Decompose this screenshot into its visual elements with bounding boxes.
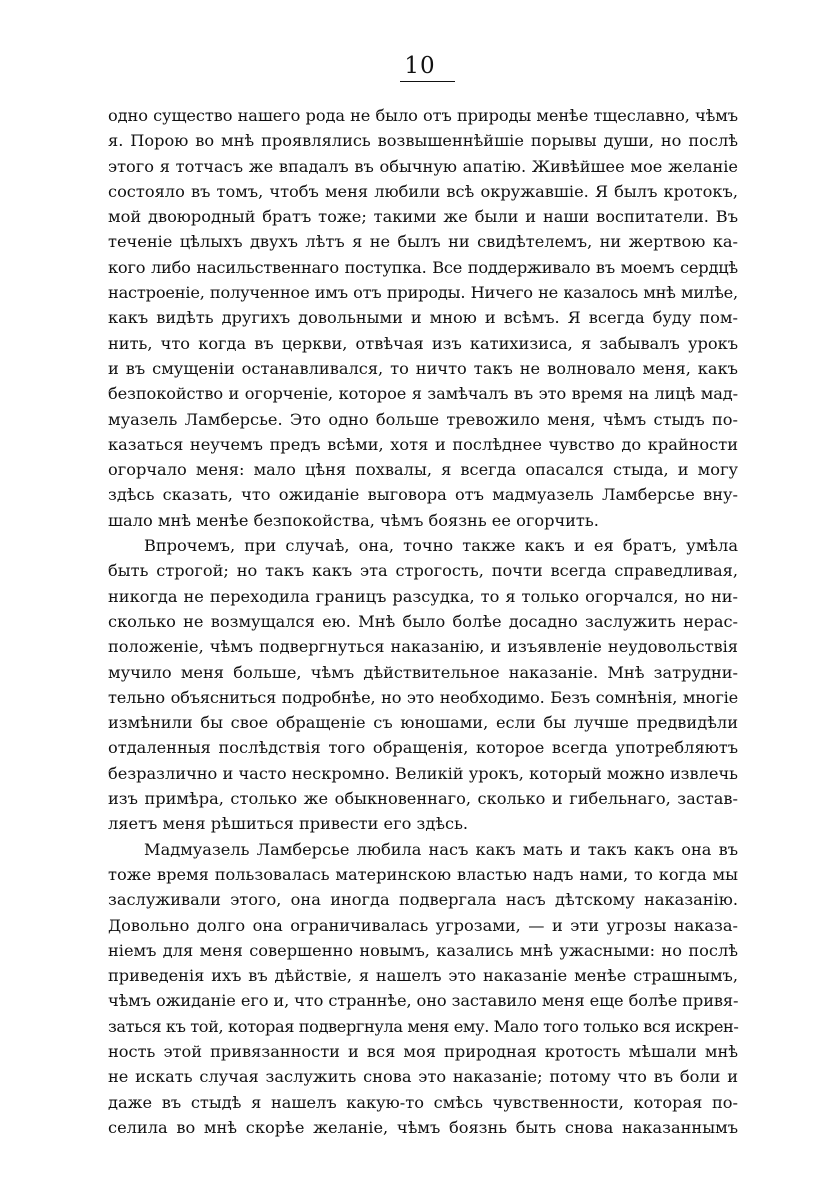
text-line: тоже время пользовалась материнскою властью надъ нами, то когда мы xyxy=(108,864,738,884)
text-line: даже въ стыдѣ я нашелъ какую-то смѣсь чувственности, которая по- xyxy=(108,1092,738,1112)
text-line: настроеніе, полученное имъ отъ природы. Ничего не казалось мнѣ милѣе, xyxy=(108,283,738,303)
text-line: быть строгой; но такъ какъ эта строгость, почти всегда справедливая, xyxy=(108,561,738,581)
paragraph xyxy=(108,533,738,837)
page-header xyxy=(0,52,840,80)
text-line: тельно объясниться подробнѣе, но это необходимо. Безъ сомнѣнія, многіе xyxy=(108,687,738,707)
text-line: ляетъ меня рѣшиться привести его здѣсь. xyxy=(108,814,469,834)
text-line: заслуживали этого, она иногда подвергала насъ дѣтскому наказанію. xyxy=(108,890,738,910)
text-line: состояло въ томъ, чтобъ меня любили всѣ окружавшіе. Я былъ кротокъ, xyxy=(108,181,738,201)
text-line: и въ смущеніи останавливался, то ничто такъ не волновало меня, какъ xyxy=(108,358,738,378)
text-line: одно существо нашего рода не было отъ природы менѣе тщеславно, чѣмъ xyxy=(108,106,738,125)
text-line: кого либо насильственнаго поступка. Все поддерживало въ моемъ сердцѣ xyxy=(108,257,738,277)
text-line: Впрочемъ, при случаѣ, она, точно также какъ и ея братъ, умѣла xyxy=(144,536,738,556)
text-line: этого я тотчасъ же впадалъ въ обычную апатію. Живѣйшее мое желаніе xyxy=(108,156,738,176)
page-number: 10 xyxy=(404,53,436,79)
text-line: безразлично и часто нескромно. Великій урокъ, который можно извлечь xyxy=(108,763,738,783)
paragraph xyxy=(108,103,738,533)
page-number-rule xyxy=(400,81,455,82)
paragraph xyxy=(108,837,738,1141)
text-line: ніемъ для меня совершенно новымъ, казались мнѣ ужасными: но послѣ xyxy=(108,940,738,960)
text-line: шало мнѣ менѣе безпокойства, чѣмъ боязнь ее огорчить. xyxy=(108,510,599,530)
text-line: Мадмуазель Ламберсье любила насъ какъ мать и такъ какъ она въ xyxy=(144,839,738,859)
text-line: огорчало меня: мало цѣня похвалы, я всегда опасался стыда, и могу xyxy=(108,460,738,480)
text-line: сколько не возмущался ею. Мнѣ было болѣе досадно заслужить нерас- xyxy=(108,611,738,631)
text-line: отдаленныя послѣдствія того обращенія, которое всегда употребляютъ xyxy=(108,738,738,758)
text-line: безпокойство и огорченіе, которое я замѣчалъ въ это время на лицѣ мад- xyxy=(108,384,738,404)
text-line: муазель Ламберсье. Это одно больше тревожило меня, чѣмъ стыдъ по- xyxy=(108,409,738,429)
text-line: теченіе цѣлыхъ двухъ лѣтъ я не былъ ни свидѣтелемъ, ни жертвою ка- xyxy=(108,232,738,252)
text-line: измѣнили бы свое обращеніе съ юношами, если бы лучше предвидѣли xyxy=(108,713,738,733)
text-line: положеніе, чѣмъ подвергнуться наказанію, и изъявленіе неудовольствія xyxy=(108,637,738,657)
text-line: мой двоюродный братъ тоже; такими же были и наши воспитатели. Въ xyxy=(108,207,738,227)
body-text xyxy=(108,103,738,1140)
text-line: казаться неучемъ предъ всѣми, хотя и послѣднее чувство до крайности xyxy=(108,434,738,454)
text-line: селила во мнѣ скорѣе желаніе, чѣмъ боязнь быть снова наказаннымъ xyxy=(108,1117,738,1137)
text-line: Довольно долго она ограничивалась угрозами, — и эти угрозы наказа- xyxy=(108,915,738,935)
text-line: ность этой привязанности и вся моя природная кротость мѣшали мнѣ xyxy=(108,1041,738,1061)
text-line: чѣмъ ожиданіе его и, что страннѣе, оно заставило меня еще болѣе привя- xyxy=(108,991,739,1011)
text-line: приведенія ихъ въ дѣйствіе, я нашелъ это наказаніе менѣе страшнымъ, xyxy=(108,966,738,986)
text-line: здѣсь сказать, что ожиданіе выговора отъ мадмуазель Ламберсье вну- xyxy=(108,485,738,505)
text-line: мучило меня больше, чѣмъ дѣйствительное наказаніе. Мнѣ затрудни- xyxy=(108,662,738,682)
text-line: нить, что когда въ церкви, отвѣчая изъ катихизиса, я забывалъ урокъ xyxy=(108,333,738,353)
text-line: какъ видѣть другихъ довольными и мною и всѣмъ. Я всегда буду пом- xyxy=(108,308,738,328)
text-line: никогда не переходила границъ разсудка, то я только огорчался, но ни- xyxy=(108,586,738,606)
text-line: не искать случая заслужить снова это наказаніе; потому что въ боли и xyxy=(108,1067,738,1087)
text-line: заться къ той, которая подвергнула меня ему. Мало того только вся искрен- xyxy=(108,1016,739,1036)
text-line: я. Порою во мнѣ проявлялись возвышеннѣйшіе порывы души, но послѣ xyxy=(108,131,738,151)
text-line: изъ примѣра, столько же обыкновеннаго, сколько и гибельнаго, застав- xyxy=(108,789,738,809)
